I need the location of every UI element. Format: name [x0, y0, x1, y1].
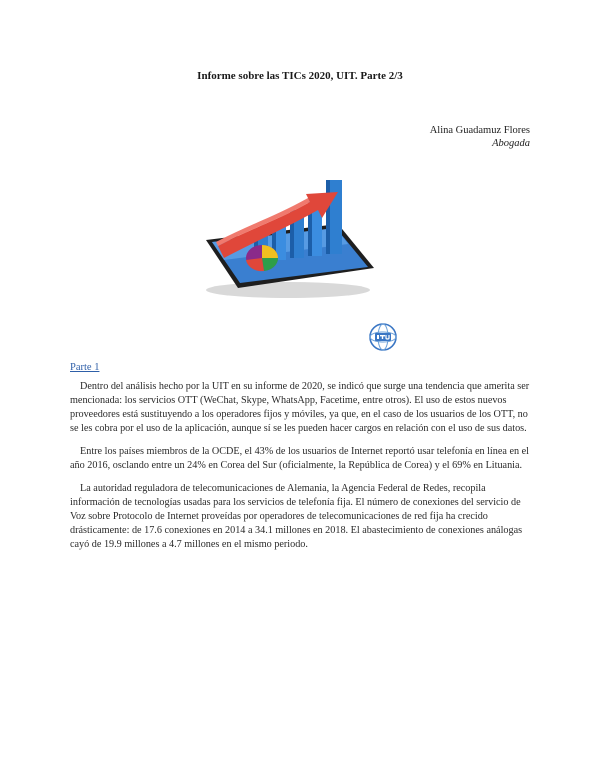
author-block	[430, 124, 530, 150]
document-body	[70, 380, 530, 561]
author-role: Abogada	[492, 138, 530, 149]
author-name: Alina Guadamuz Flores	[429, 125, 530, 136]
paragraph: Entre los países miembros de la OCDE, el 43% de los usuarios de Internet reportó usar telefonía en línea en el año 2016, osclando entre un 24% en Corea del Sur (oficialmente, la República de Corea) y el 69% en Lituania.	[70, 446, 529, 471]
paragraph: Dentro del análisis hecho por la UIT en su informe de 2020, se indicó que surge una tendencia que amerita ser mencionada: los servicios OTT (WeChat, Skype, WhatsApp, Facetime, entre otros). El uso de estos nuevos proveedores está sustituyendo a los operadores fijos y móviles, ya que, en el caso de los usuarios de los OTT, no se les cobra por el uso de la aplicación, aunque sí se les pueden hacer cargos en relación con el uso de sus datos.	[70, 381, 530, 434]
itu-logo	[368, 322, 398, 352]
section-link-parte-1[interactable]: Parte 1	[70, 362, 100, 373]
tablet-growth-chart-illustration	[198, 172, 378, 300]
paragraph: La autoridad reguladora de telecomunicaciones de Alemania, la Agencia Federal de Redes, recopila información de tecnologías usadas para los servicios de telefonía fija. El número de conexiones del servicio de Voz sobre Protocolo de Internet proveídas por operadores de telecomunicaciones de red fija ha crecido drásticamente: de 17.6 conexiones en 2014 a 34.1 millones en 2018. El abastecimiento de conexiones análogas cayó de 19.9 millones a 4.7 millones en el mismo periodo.	[70, 483, 523, 550]
document-title: Informe sobre las TICs 2020, UIT. Parte 2/3	[197, 70, 403, 82]
